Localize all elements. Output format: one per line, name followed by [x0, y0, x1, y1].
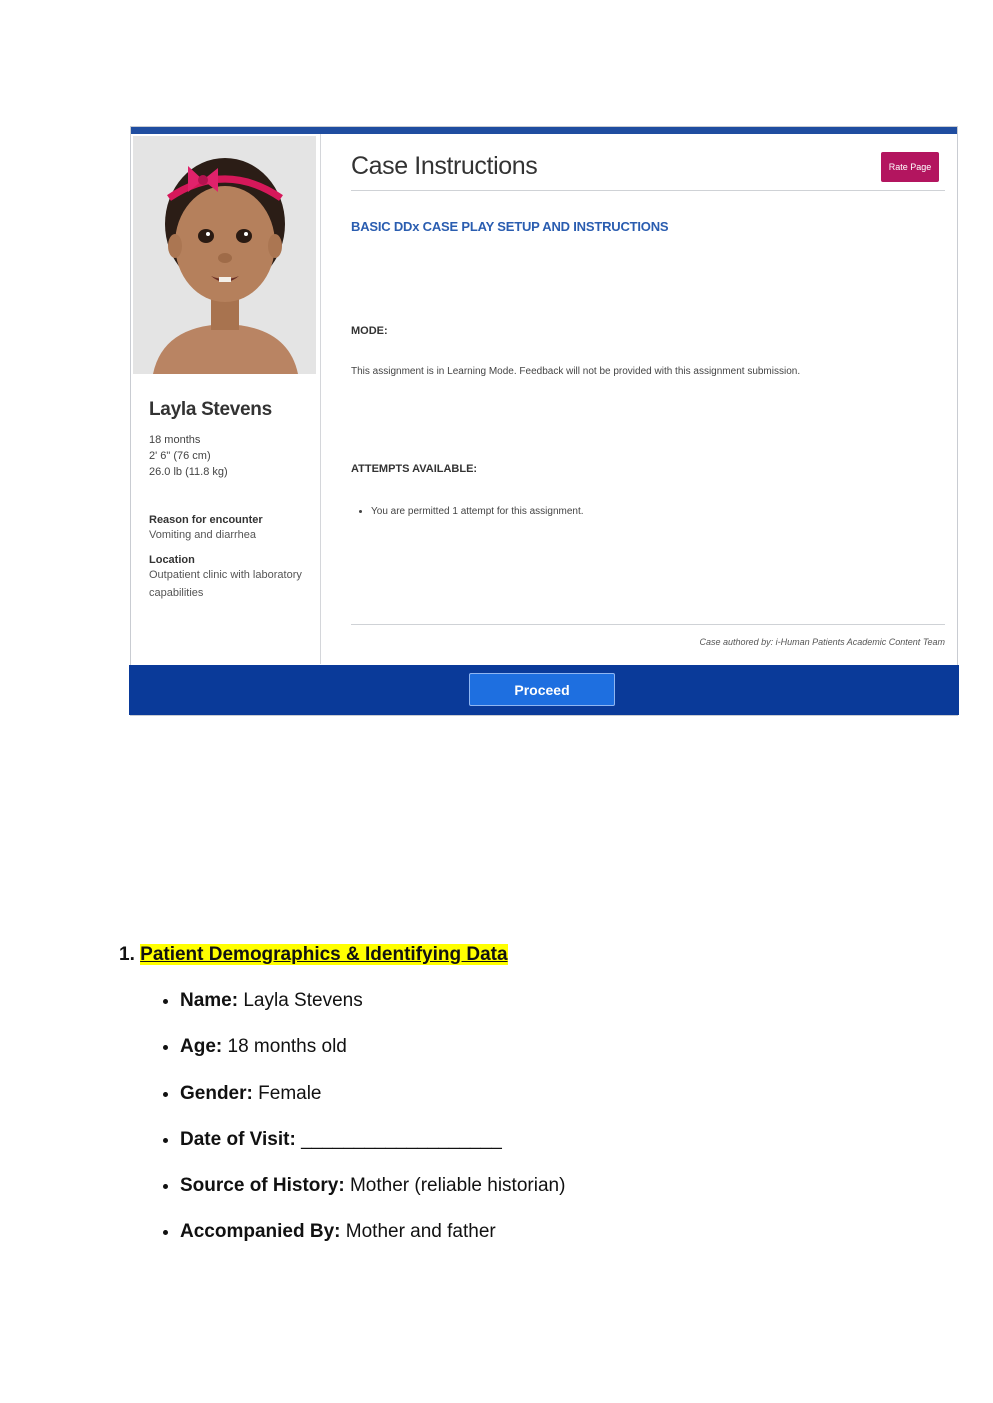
setup-heading: BASIC DDx CASE PLAY SETUP AND INSTRUCTIONS [351, 219, 669, 234]
patient-photo [133, 136, 316, 374]
demographics-list [119, 986, 879, 1247]
attempts-list [351, 506, 584, 517]
item-label: Accompanied By: [180, 1221, 341, 1243]
case-instructions-screenshot [130, 126, 958, 716]
mode-label: MODE: [351, 325, 388, 337]
item-value: 18 months old [227, 1036, 347, 1058]
patient-name: Layla Stevens [149, 399, 272, 420]
patient-age: 18 months [149, 434, 201, 446]
item-label: Name: [180, 990, 239, 1011]
location-label: Location [149, 554, 195, 566]
list-item [180, 986, 879, 1016]
item-value: Mother and father [345, 1221, 496, 1243]
reason-label: Reason for encounter [149, 514, 263, 526]
list-item [180, 1032, 879, 1062]
item-label: Age: [180, 1036, 223, 1058]
top-accent-bar [131, 127, 957, 134]
patient-vitals [149, 432, 228, 480]
item-value: ___________________ [301, 1128, 502, 1150]
list-item [180, 1079, 879, 1109]
footer-bar [129, 665, 959, 715]
item-label: Source of History: [180, 1175, 345, 1197]
encounter-details [149, 504, 309, 602]
item-label: Date of Visit: [180, 1128, 296, 1150]
title-divider [351, 190, 945, 191]
list-item: • You are permitted 1 attempt for this assignment. [371, 506, 584, 517]
section-heading [119, 940, 879, 970]
demographics-section [119, 940, 879, 1264]
item-value: Female [258, 1082, 322, 1104]
list-item [180, 1125, 879, 1155]
instructions-panel [321, 134, 957, 664]
attempts-label: ATTEMPTS AVAILABLE: [351, 463, 478, 475]
item-value: Mother (reliable historian) [349, 1175, 566, 1197]
list-item [180, 1217, 879, 1247]
section-number: 1. [119, 944, 135, 965]
patient-weight: 26.0 lb (11.8 kg) [149, 466, 228, 478]
author-credit: Case authored by: i-Human Patients Academic Content Team [699, 637, 945, 647]
location-value: Outpatient clinic with laboratory capabilities [149, 569, 302, 599]
proceed-button[interactable]: Proceed [469, 673, 615, 706]
section-title: Patient Demographics & Identifying Data [140, 944, 508, 965]
footer-divider [351, 624, 945, 625]
list-item [180, 1171, 879, 1201]
patient-height: 2' 6" (76 cm) [149, 450, 211, 462]
mode-description: This assignment is in Learning Mode. Feedback will not be provided with this assignment submission. [351, 366, 801, 377]
page-title: Case Instructions [351, 152, 538, 180]
item-label: Gender: [180, 1082, 253, 1104]
baby-portrait-image [133, 136, 316, 374]
item-value: Layla Stevens [243, 990, 363, 1011]
reason-value: Vomiting and diarrhea [149, 529, 257, 541]
rate-page-button[interactable]: Rate Page [881, 152, 939, 182]
patient-sidebar [131, 134, 321, 664]
